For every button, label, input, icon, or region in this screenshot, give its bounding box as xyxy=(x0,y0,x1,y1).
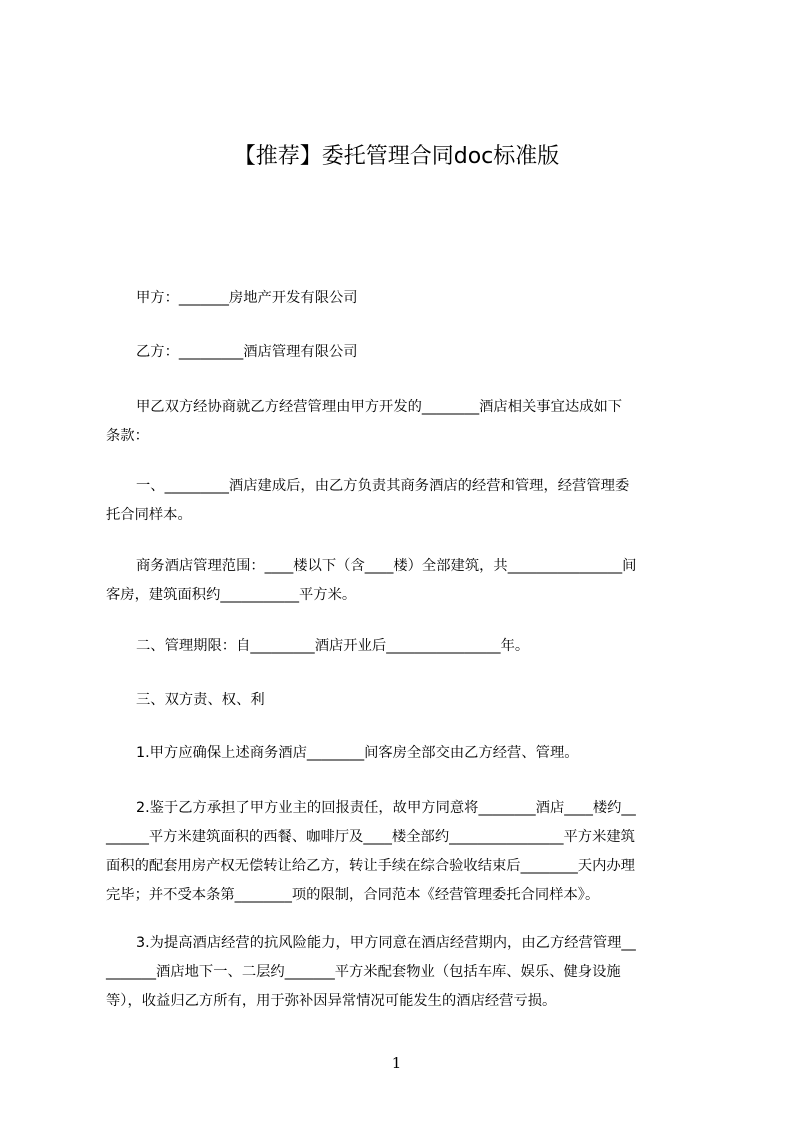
item-2-line-1: 2.鉴于乙方承担了甲方业主的回报责任，故甲方同意将________酒店____楼约__ xyxy=(136,800,636,816)
clause-one-line-2: 托合同样本。 xyxy=(106,507,192,523)
clause-two-paragraph xyxy=(136,632,736,661)
document-title: 【推荐】委托管理合同doc标准版 xyxy=(233,144,560,169)
item-1-paragraph xyxy=(136,739,736,768)
item-3-line-1: 3.为提高酒店经营的抗风险能力，甲方同意在酒店经营期内，由乙方经营管理__ xyxy=(136,935,636,951)
clause-one-paragraph xyxy=(106,472,706,530)
intro-paragraph xyxy=(106,393,706,451)
item-2-paragraph xyxy=(106,794,706,910)
scope-line-2: 客房，建筑面积约___________平方米。 xyxy=(106,587,357,603)
intro-line-2: 条款： xyxy=(106,428,149,444)
item-3-paragraph xyxy=(106,929,706,1016)
clause-three-heading-line: 三、双方责、权、利 xyxy=(136,692,265,708)
party-a-line: 甲方：_______房地产开发有限公司 xyxy=(136,290,358,306)
item-2-line-2: ______平方米建筑面积的西餐、咖啡厅及____楼全部约________________平方米建筑 xyxy=(106,829,635,845)
intro-line-1: 甲乙双方经协商就乙方经营管理由甲方开发的________酒店相关事宜达成如下 xyxy=(136,399,623,415)
party-a-paragraph xyxy=(136,284,736,313)
item-3-line-3: 等），收益归乙方所有，用于弥补因异常情况可能发生的酒店经营亏损。 xyxy=(106,993,557,1009)
scope-paragraph xyxy=(106,552,706,610)
item-3-line-2: _______酒店地下一、二层约_______平方米配套物业（包括车库、娱乐、健身设施 xyxy=(106,964,621,980)
party-b-line: 乙方：_________酒店管理有限公司 xyxy=(136,344,358,360)
item-2-line-4: 完毕；并不受本条第________项的限制，合同范本《经营管理委托合同样本》。 xyxy=(106,887,600,903)
party-b-paragraph xyxy=(136,338,736,367)
scope-line-1: 商务酒店管理范围：____楼以下（含____楼）全部建筑，共________________间 xyxy=(136,558,637,574)
clause-one-line-1: 一、_________酒店建成后，由乙方负责其商务酒店的经营和管理，经营管理委 xyxy=(136,478,630,494)
clause-three-heading xyxy=(136,686,736,715)
clause-two-line: 二、管理期限：自_________酒店开业后________________年。 xyxy=(136,638,530,654)
item-1-line: 1.甲方应确保上述商务酒店________间客房全部交由乙方经营、管理。 xyxy=(136,745,579,761)
page-number: 1 xyxy=(391,1054,402,1072)
item-2-line-3: 面积的配套用房产权无偿转让给乙方，转让手续在综合验收结束后________天内办理 xyxy=(106,858,635,874)
